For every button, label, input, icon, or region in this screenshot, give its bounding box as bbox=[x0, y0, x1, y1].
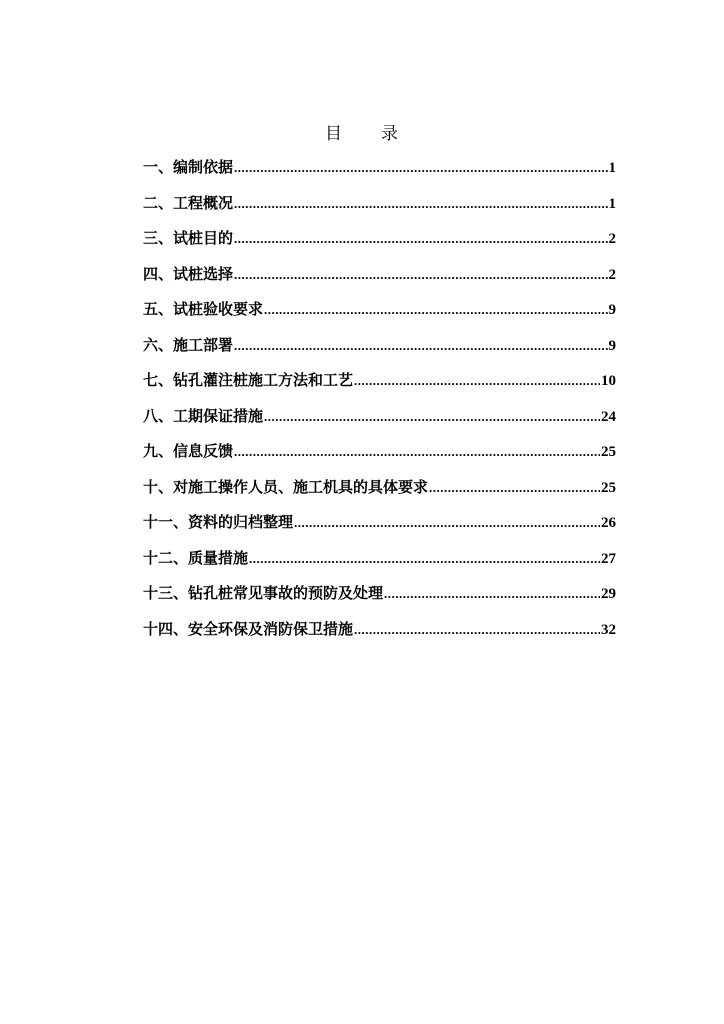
toc-entry-7[interactable] bbox=[143, 369, 616, 405]
toc-leader-dots bbox=[234, 264, 607, 286]
toc-title-right: 录 bbox=[381, 124, 399, 144]
toc-entry-page: 9 bbox=[608, 302, 616, 318]
toc-entry-11[interactable] bbox=[143, 511, 616, 547]
toc-leader-dots bbox=[429, 477, 600, 499]
toc-leader-dots bbox=[384, 583, 600, 605]
toc-entry-page: 29 bbox=[601, 586, 616, 602]
toc-leader-dots bbox=[234, 193, 607, 215]
toc-entry-14[interactable] bbox=[143, 618, 616, 654]
toc-leader-dots bbox=[294, 512, 600, 534]
toc-entry-page: 9 bbox=[608, 337, 616, 354]
toc-title bbox=[0, 119, 724, 144]
toc-entry-label: 九、信息反馈 bbox=[143, 442, 234, 460]
toc-entry-label: 十、对施工操作人员、施工机具的具体要求 bbox=[143, 477, 429, 496]
toc-title-left: 目 bbox=[325, 124, 343, 144]
toc-entry-label: 五、试桩验收要求 bbox=[143, 300, 264, 318]
toc-entry-label: 十一、资料的归档整理 bbox=[143, 513, 294, 531]
toc-leader-dots bbox=[264, 299, 607, 321]
toc-entry-1[interactable] bbox=[143, 156, 616, 192]
toc-entry-page: 10 bbox=[601, 373, 616, 389]
toc-leader-dots bbox=[354, 619, 600, 641]
toc-entry-label: 二、工程概况 bbox=[143, 193, 234, 212]
toc-entry-page: 2 bbox=[608, 231, 616, 247]
toc-entry-9[interactable] bbox=[143, 440, 616, 476]
toc-entry-label: 四、试桩选择 bbox=[143, 264, 234, 283]
toc-leader-dots bbox=[234, 441, 600, 463]
toc-entry-4[interactable] bbox=[143, 263, 616, 299]
toc-entry-page: 25 bbox=[601, 444, 616, 460]
toc-entry-12[interactable] bbox=[143, 547, 616, 583]
toc-entry-10[interactable] bbox=[143, 476, 616, 512]
toc-entry-13[interactable] bbox=[143, 582, 616, 618]
toc-leader-dots bbox=[264, 406, 600, 428]
toc-entry-label: 十二、质量措施 bbox=[143, 548, 249, 567]
toc-entry-label: 六、施工部署 bbox=[143, 335, 234, 354]
toc-entry-label: 十三、钻孔桩常见事故的预防及处理 bbox=[143, 584, 384, 602]
toc-entry-5[interactable] bbox=[143, 298, 616, 334]
toc-leader-dots bbox=[234, 228, 607, 250]
toc-entry-3[interactable] bbox=[143, 227, 616, 263]
toc-entry-page: 27 bbox=[601, 550, 616, 567]
toc-entry-label: 十四、安全环保及消防保卫措施 bbox=[143, 619, 354, 638]
toc-entry-page: 25 bbox=[601, 479, 616, 496]
toc-list bbox=[143, 156, 616, 653]
toc-leader-dots bbox=[234, 157, 607, 179]
toc-entry-label: 八、工期保证措施 bbox=[143, 406, 264, 425]
toc-leader-dots bbox=[234, 335, 607, 357]
toc-entry-6[interactable] bbox=[143, 334, 616, 370]
toc-entry-2[interactable] bbox=[143, 192, 616, 228]
toc-entry-page: 24 bbox=[601, 408, 616, 425]
toc-entry-label: 七、钻孔灌注桩施工方法和工艺 bbox=[143, 371, 354, 389]
toc-entry-page: 2 bbox=[608, 266, 616, 283]
toc-entry-label: 一、编制依据 bbox=[143, 158, 234, 176]
toc-entry-page: 1 bbox=[608, 160, 616, 176]
toc-entry-page: 26 bbox=[601, 515, 616, 531]
toc-entry-page: 1 bbox=[608, 195, 616, 212]
toc-entry-page: 32 bbox=[601, 621, 616, 638]
toc-leader-dots bbox=[354, 370, 600, 392]
toc-entry-label: 三、试桩目的 bbox=[143, 229, 234, 247]
toc-entry-8[interactable] bbox=[143, 405, 616, 441]
toc-leader-dots bbox=[249, 548, 600, 570]
